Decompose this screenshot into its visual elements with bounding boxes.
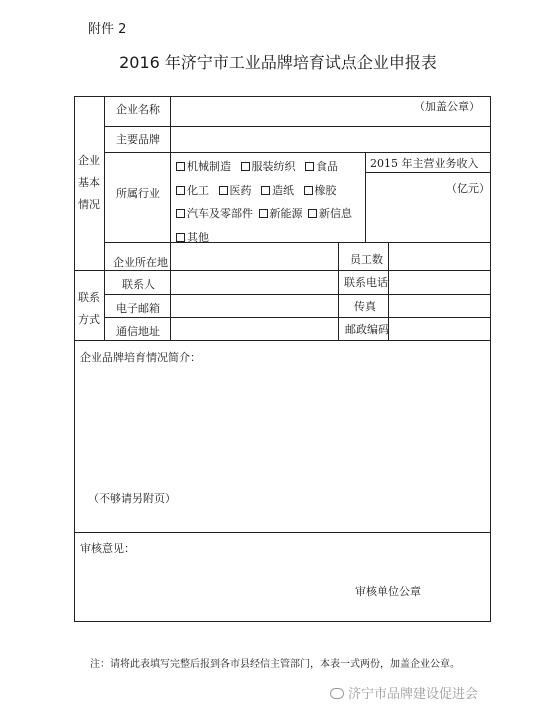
checkbox-icon bbox=[259, 209, 268, 218]
checkbox-icon bbox=[176, 162, 185, 171]
seal-note: （加盖公章） bbox=[414, 100, 480, 113]
address-field[interactable] bbox=[171, 318, 337, 339]
label-contact-person: 联系人 bbox=[122, 278, 155, 291]
location-field[interactable] bbox=[171, 243, 337, 269]
checkbox-icon bbox=[308, 209, 317, 218]
industry-option[interactable]: 橡胶 bbox=[304, 184, 337, 198]
label-brand-intro: 企业品牌培育情况简介： bbox=[80, 351, 201, 364]
label-fax: 传真 bbox=[354, 300, 376, 313]
brand-intro-field[interactable] bbox=[75, 366, 490, 486]
section-basic-info: 企业基本情况 bbox=[78, 154, 100, 211]
checkbox-icon bbox=[176, 209, 185, 218]
label-phone: 联系电话 bbox=[344, 276, 388, 289]
checkbox-icon bbox=[241, 162, 250, 171]
section-contact: 联系方式 bbox=[78, 291, 100, 326]
wechat-icon bbox=[330, 688, 344, 699]
revenue-unit: （亿元） bbox=[446, 182, 490, 195]
industry-option[interactable]: 化工 bbox=[176, 184, 209, 198]
checkbox-icon bbox=[304, 186, 313, 195]
employees-field[interactable] bbox=[389, 243, 490, 269]
attach-note: （不够请另附页） bbox=[88, 492, 176, 505]
industry-option[interactable]: 机械制造 bbox=[176, 160, 231, 174]
checkbox-icon bbox=[176, 233, 185, 242]
label-revenue: 2015 年主营业务收入 bbox=[370, 157, 479, 170]
industry-option[interactable]: 其他 bbox=[176, 231, 209, 245]
review-opinion-field[interactable] bbox=[75, 556, 490, 580]
label-review-opinion: 审核意见： bbox=[80, 542, 135, 555]
industry-option[interactable]: 服装纺织 bbox=[241, 160, 296, 174]
industry-option-row bbox=[176, 160, 344, 174]
contact-person-field[interactable] bbox=[171, 271, 337, 293]
footnote: 注：请将此表填写完整后报到各市县经信主管部门，本表一式两份，加盖企业公章。 bbox=[90, 659, 460, 670]
label-email: 电子邮箱 bbox=[116, 302, 160, 315]
industry-option[interactable]: 造纸 bbox=[261, 184, 294, 198]
phone-field[interactable] bbox=[389, 271, 490, 293]
industry-option[interactable]: 汽车及零部件 bbox=[176, 207, 253, 221]
review-seal: 审核单位公章 bbox=[355, 585, 421, 598]
main-brand-field[interactable] bbox=[171, 127, 490, 151]
label-main-brand: 主要品牌 bbox=[116, 133, 160, 146]
industry-option-row bbox=[176, 184, 343, 198]
label-company-name: 企业名称 bbox=[116, 103, 160, 116]
label-location: 企业所在地 bbox=[113, 256, 168, 269]
postcode-field[interactable] bbox=[389, 318, 490, 339]
industry-option[interactable]: 新信息 bbox=[308, 207, 352, 221]
label-address: 通信地址 bbox=[116, 325, 160, 338]
industry-option[interactable]: 食品 bbox=[305, 160, 338, 174]
checkbox-icon bbox=[305, 162, 314, 171]
watermark: 济宁市品牌建设促进会 bbox=[330, 683, 478, 702]
fax-field[interactable] bbox=[389, 295, 490, 316]
checkbox-icon bbox=[261, 186, 270, 195]
industry-option[interactable]: 新能源 bbox=[259, 207, 303, 221]
page-title: 2016 年济宁市工业品牌培育试点企业申报表 bbox=[119, 53, 437, 72]
label-postcode: 邮政编码 bbox=[345, 323, 389, 336]
label-industry: 所属行业 bbox=[116, 187, 160, 200]
email-field[interactable] bbox=[171, 295, 337, 316]
checkbox-icon bbox=[176, 186, 185, 195]
attachment-label: 附件 2 bbox=[88, 22, 127, 37]
checkbox-icon bbox=[219, 186, 228, 195]
industry-option-row bbox=[176, 207, 358, 221]
industry-option[interactable]: 医药 bbox=[219, 184, 252, 198]
label-employees: 员工数 bbox=[350, 253, 383, 266]
